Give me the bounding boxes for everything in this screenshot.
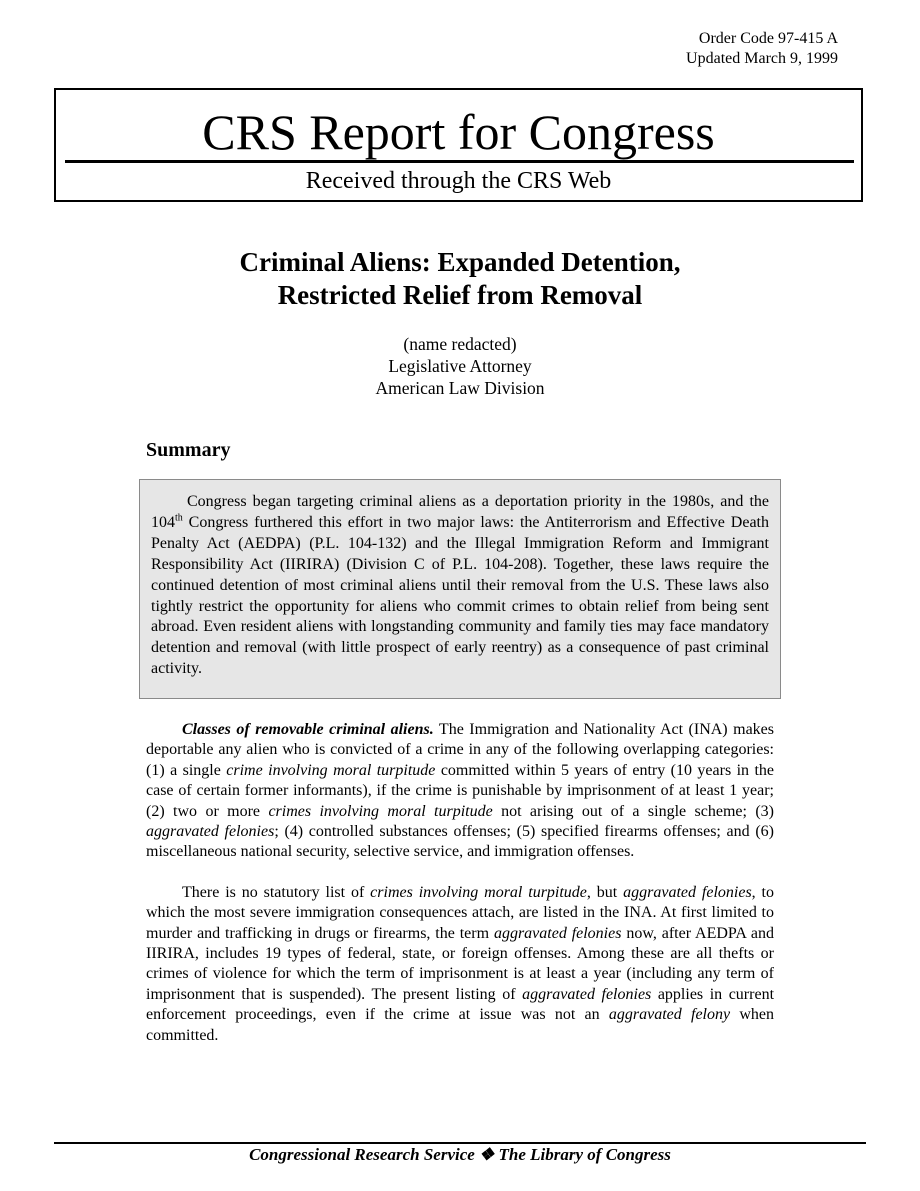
document-title (0, 246, 920, 312)
text-run: ; (4) controlled substances offenses; (5) specified firearms offenses; and (6) miscellaneous national security, selective service, and immigration offenses. (146, 823, 774, 861)
summary-box (139, 479, 781, 699)
order-info (686, 29, 838, 69)
paragraph-aggravated-felonies (146, 883, 774, 1046)
text-run: , but (586, 883, 624, 901)
title-line-2: Restricted Relief from Removal (277, 280, 643, 310)
summary-heading: Summary (146, 439, 231, 461)
summary-text-b: Congress furthered this effort in two major laws: the Antiterrorism and Effective Death Penalty Act (AEDPA) (P.L. 104-132) and the Illegal Immigration Reform and Immigrant Responsibility Act (IIRIRA) (Division C of P.L. 104-208). Together, these laws require the continued detention of most criminal aliens until their removal from the U.S. These laws also tightly restrict the opportunity for aliens who commit crimes to obtain relief from being sent abroad. Even resident aliens with longstanding community and family ties may face mandatory detention and removal (with little prospect of early reentry) as a consequence of past criminal activity. (151, 513, 769, 678)
legal-term: aggravated felonies (522, 985, 652, 1003)
author-division: American Law Division (375, 378, 545, 398)
text-run: , to which the most severe immigration consequences attach, are listed in the INA. At first limited to murder and trafficking in drugs or firearms, the term (146, 883, 775, 942)
legal-term: aggravated felonies (146, 823, 275, 841)
text-run: when committed. (146, 1006, 775, 1044)
author-name: (name redacted) (403, 334, 517, 354)
text-run: committed within 5 years of entry (10 years in the case of certain former informants), if the crime is punishable by imprisonment of at least 1 year; (2) two or more (146, 761, 775, 820)
footer-divider (54, 1142, 866, 1144)
text-run: applies in current enforcement proceedings, even if the crime at issue was not an (146, 985, 775, 1024)
text-run: now, after AEDPA and IIRIRA, includes 19 types of federal, state, or foreign offenses. Among these are all thefts or crimes of violence for which the term of imprisonment is at least a year (including any term of imprisonment that is suspended). The present listing of (146, 924, 775, 1003)
report-banner (54, 88, 863, 202)
text-run: There is no statutory list of (182, 883, 371, 901)
legal-term: aggravated felonies (493, 924, 622, 942)
summary-text-a: Congress began targeting criminal aliens as a deportation priority in the 1980s, and the 104 (151, 493, 769, 531)
author-block (0, 333, 920, 399)
author-role: Legislative Attorney (388, 356, 532, 376)
text-run: not arising out of a single scheme; (3) (492, 802, 775, 820)
ordinal-superscript: th (175, 512, 183, 524)
text-run: The Immigration and Nationality Act (INA) makes deportable any alien who is convicted of a crime in any of the following overlapping categories: (1) a single (146, 721, 774, 779)
banner-divider (65, 160, 854, 163)
legal-term: crimes involving moral turpitude (370, 883, 587, 901)
legal-term: aggravated felonies (623, 883, 752, 901)
section-lead-heading: Classes of removable criminal aliens. (182, 721, 434, 738)
paragraph-removable-classes (146, 720, 774, 863)
footer-text: Congressional Research Service ❖ The Library of Congress (249, 1145, 671, 1164)
legal-term: aggravated felony (608, 1006, 731, 1024)
legal-term: crime involving moral turpitude (226, 761, 436, 779)
updated-date: Updated March 9, 1999 (686, 50, 838, 67)
order-code: Order Code 97-415 A (698, 30, 838, 47)
summary-text (151, 492, 769, 680)
title-line-1: Criminal Aliens: Expanded Detention, (239, 247, 681, 277)
banner-title: CRS Report for Congress (202, 104, 715, 160)
body-text (146, 720, 774, 1046)
banner-subtitle: Received through the CRS Web (305, 168, 612, 194)
legal-term: crimes involving moral turpitude (268, 802, 493, 820)
